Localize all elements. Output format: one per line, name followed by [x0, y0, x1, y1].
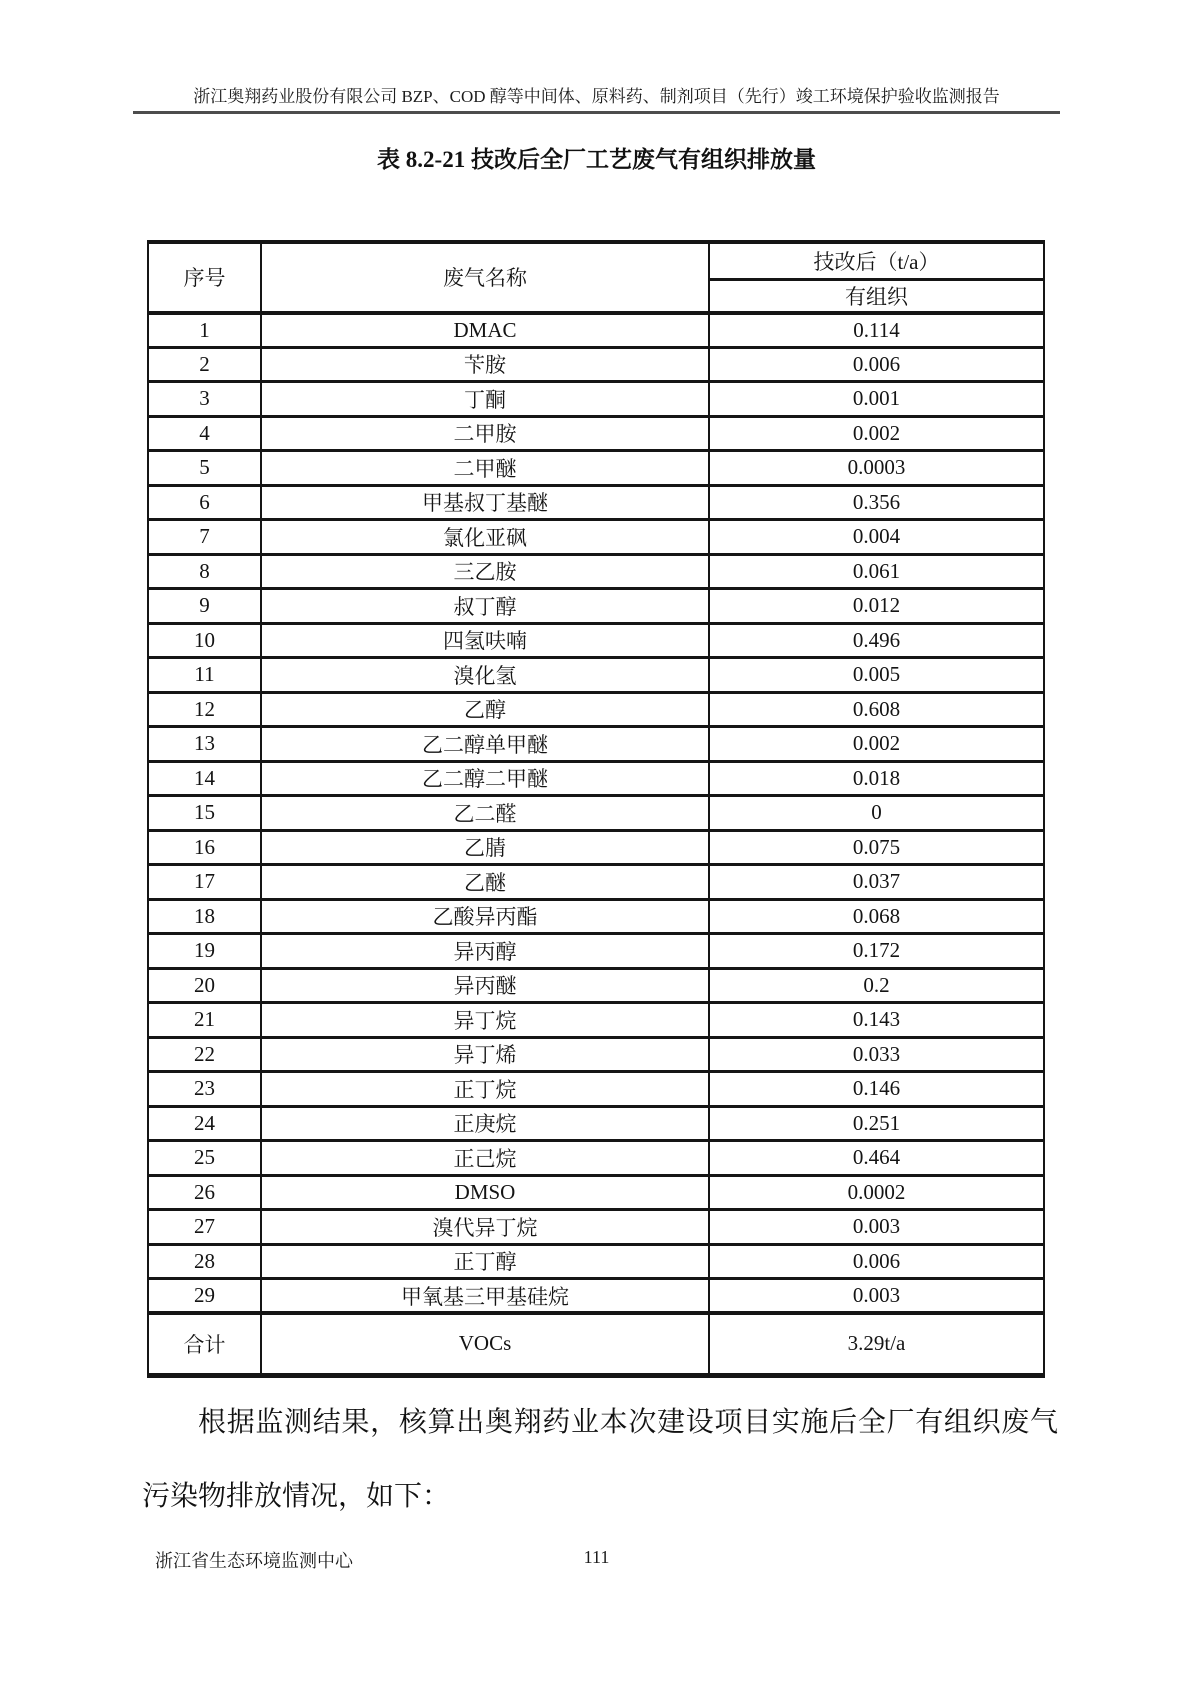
table-row	[148, 761, 1044, 796]
footer-organization: 浙江省生态环境监测中心	[155, 1551, 353, 1571]
emission-value-cell: 0.002	[709, 727, 1044, 762]
gas-name-cell: 苄胺	[261, 347, 709, 382]
total-gas-name-cell: VOCs	[261, 1313, 709, 1375]
gas-name-cell: 异丁烷	[261, 1003, 709, 1038]
total-emission-value-cell: 3.29t/a	[709, 1313, 1044, 1375]
row-index-cell: 17	[148, 865, 261, 900]
row-index-cell: 24	[148, 1106, 261, 1141]
page-number: 111	[583, 1547, 610, 1567]
row-index-cell: 19	[148, 934, 261, 969]
table-row	[148, 658, 1044, 693]
emission-value-cell: 0.061	[709, 554, 1044, 589]
gas-name-cell: 三乙胺	[261, 554, 709, 589]
table-row	[148, 313, 1044, 348]
emission-value-cell: 0.0002	[709, 1175, 1044, 1210]
emission-value-cell: 0.006	[709, 347, 1044, 382]
emission-value-cell: 0.251	[709, 1106, 1044, 1141]
emission-value-cell: 0.146	[709, 1072, 1044, 1107]
row-index-cell: 3	[148, 382, 261, 417]
table-row	[148, 1072, 1044, 1107]
table-header	[148, 242, 1044, 313]
gas-name-cell: 乙醚	[261, 865, 709, 900]
table-row	[148, 1037, 1044, 1072]
table-row	[148, 899, 1044, 934]
emission-value-cell: 0.075	[709, 830, 1044, 865]
emission-value-cell: 0.012	[709, 589, 1044, 624]
table-row	[148, 347, 1044, 382]
gas-name-cell: 丁酮	[261, 382, 709, 417]
row-index-cell: 12	[148, 692, 261, 727]
table-row	[148, 1175, 1044, 1210]
row-index-cell: 11	[148, 658, 261, 693]
table-row	[148, 382, 1044, 417]
table-row	[148, 451, 1044, 486]
table-body	[148, 313, 1044, 1376]
document-footer	[133, 1547, 1060, 1571]
gas-name-cell: 乙二醇单甲醚	[261, 727, 709, 762]
table-row	[148, 485, 1044, 520]
emission-value-cell: 0.496	[709, 623, 1044, 658]
gas-name-cell: DMAC	[261, 313, 709, 348]
row-index-cell: 15	[148, 796, 261, 831]
emission-value-cell: 0	[709, 796, 1044, 831]
table-row	[148, 1244, 1044, 1279]
gas-name-cell: 溴代异丁烷	[261, 1210, 709, 1245]
gas-name-cell: 异丁烯	[261, 1037, 709, 1072]
body-paragraph: 根据监测结果，核算出奥翔药业本次建设项目实施后全厂有组织废气污染物排放情况，如下：	[142, 1407, 1058, 1512]
row-index-cell: 18	[148, 899, 261, 934]
row-index-cell: 4	[148, 416, 261, 451]
running-header: 浙江奥翔药业股份有限公司 BZP、COD 醇等中间体、原料药、制剂项目（先行）竣工环境保护验收监测报告	[193, 87, 1000, 106]
row-index-cell: 25	[148, 1141, 261, 1176]
table-row	[148, 934, 1044, 969]
gas-name-cell: 四氢呋喃	[261, 623, 709, 658]
row-index-cell: 7	[148, 520, 261, 555]
table-row	[148, 1106, 1044, 1141]
emission-value-cell: 0.003	[709, 1279, 1044, 1314]
col-header-organized: 有组织	[709, 279, 1044, 313]
gas-name-cell: 溴化氢	[261, 658, 709, 693]
table-row	[148, 554, 1044, 589]
table-row	[148, 796, 1044, 831]
emission-value-cell: 0.143	[709, 1003, 1044, 1038]
table-row	[148, 692, 1044, 727]
row-index-cell: 14	[148, 761, 261, 796]
table-row	[148, 1141, 1044, 1176]
row-index-cell: 21	[148, 1003, 261, 1038]
row-index-cell: 10	[148, 623, 261, 658]
table-row	[148, 520, 1044, 555]
row-index-cell: 16	[148, 830, 261, 865]
gas-name-cell: 甲氧基三甲基硅烷	[261, 1279, 709, 1314]
emission-value-cell: 0.002	[709, 416, 1044, 451]
header-row-1	[148, 242, 1044, 279]
col-header-gas-name: 废气名称	[261, 242, 709, 313]
gas-name-cell: 甲基叔丁基醚	[261, 485, 709, 520]
row-index-cell: 23	[148, 1072, 261, 1107]
gas-name-cell: 叔丁醇	[261, 589, 709, 624]
col-header-after-upgrade: 技改后（t/a）	[709, 242, 1044, 279]
table-row	[148, 416, 1044, 451]
gas-name-cell: DMSO	[261, 1175, 709, 1210]
gas-name-cell: 正丁醇	[261, 1244, 709, 1279]
gas-name-cell: 氯化亚砜	[261, 520, 709, 555]
total-row-index-cell: 合计	[148, 1313, 261, 1375]
row-index-cell: 9	[148, 589, 261, 624]
emission-value-cell: 0.464	[709, 1141, 1044, 1176]
emissions-table	[147, 240, 1045, 1378]
row-index-cell: 28	[148, 1244, 261, 1279]
table-row	[148, 1003, 1044, 1038]
emission-value-cell: 0.003	[709, 1210, 1044, 1245]
gas-name-cell: 异丙醇	[261, 934, 709, 969]
table-row	[148, 1210, 1044, 1245]
row-index-cell: 29	[148, 1279, 261, 1314]
emission-value-cell: 0.005	[709, 658, 1044, 693]
gas-name-cell: 乙醇	[261, 692, 709, 727]
table-row	[148, 623, 1044, 658]
gas-name-cell: 正丁烷	[261, 1072, 709, 1107]
gas-name-cell: 正庚烷	[261, 1106, 709, 1141]
row-index-cell: 13	[148, 727, 261, 762]
table-row	[148, 968, 1044, 1003]
gas-name-cell: 二甲胺	[261, 416, 709, 451]
table-total-row	[148, 1313, 1044, 1375]
gas-name-cell: 二甲醚	[261, 451, 709, 486]
emission-value-cell: 0.004	[709, 520, 1044, 555]
col-header-index: 序号	[148, 242, 261, 313]
table-row	[148, 830, 1044, 865]
row-index-cell: 8	[148, 554, 261, 589]
emission-value-cell: 0.2	[709, 968, 1044, 1003]
gas-name-cell: 乙二醇二甲醚	[261, 761, 709, 796]
row-index-cell: 26	[148, 1175, 261, 1210]
emission-value-cell: 0.172	[709, 934, 1044, 969]
emission-value-cell: 0.033	[709, 1037, 1044, 1072]
gas-name-cell: 异丙醚	[261, 968, 709, 1003]
table-row	[148, 865, 1044, 900]
gas-name-cell: 正己烷	[261, 1141, 709, 1176]
emission-value-cell: 0.068	[709, 899, 1044, 934]
gas-name-cell: 乙二醛	[261, 796, 709, 831]
emission-value-cell: 0.608	[709, 692, 1044, 727]
emission-value-cell: 0.018	[709, 761, 1044, 796]
emission-value-cell: 0.356	[709, 485, 1044, 520]
table-row	[148, 1279, 1044, 1314]
emission-value-cell: 0.001	[709, 382, 1044, 417]
table-row	[148, 727, 1044, 762]
row-index-cell: 27	[148, 1210, 261, 1245]
header-rule	[133, 111, 1060, 114]
emission-value-cell: 0.006	[709, 1244, 1044, 1279]
row-index-cell: 6	[148, 485, 261, 520]
table-title: 表 8.2-21 技改后全厂工艺废气有组织排放量	[377, 147, 816, 172]
gas-name-cell: 乙酸异丙酯	[261, 899, 709, 934]
table-row	[148, 589, 1044, 624]
row-index-cell: 22	[148, 1037, 261, 1072]
emission-value-cell: 0.114	[709, 313, 1044, 348]
emission-value-cell: 0.0003	[709, 451, 1044, 486]
row-index-cell: 1	[148, 313, 261, 348]
row-index-cell: 20	[148, 968, 261, 1003]
emission-value-cell: 0.037	[709, 865, 1044, 900]
gas-name-cell: 乙腈	[261, 830, 709, 865]
row-index-cell: 5	[148, 451, 261, 486]
row-index-cell: 2	[148, 347, 261, 382]
